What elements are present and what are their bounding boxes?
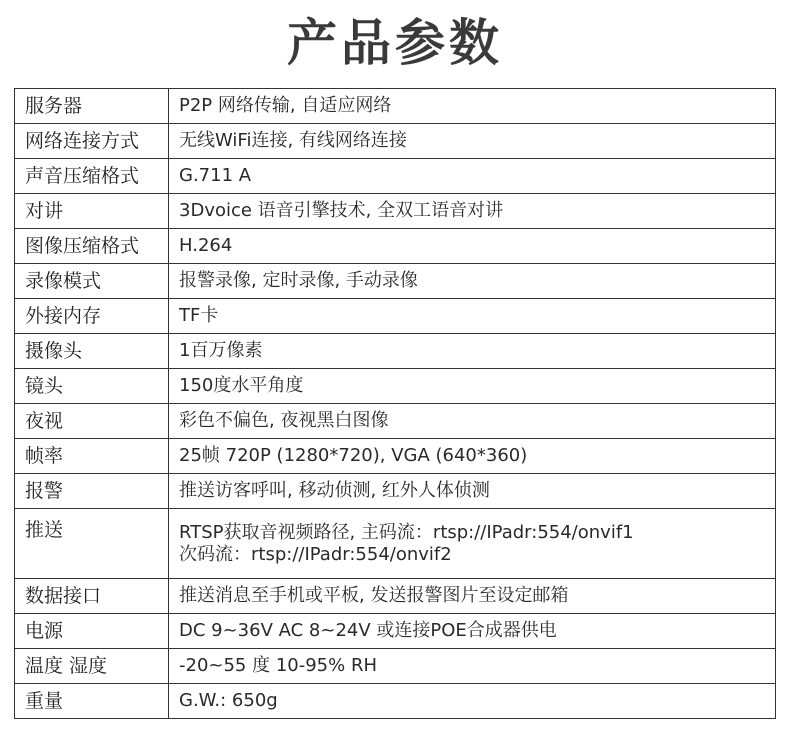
row-value: 无线WiFi连接, 有线网络连接 <box>169 124 776 159</box>
row-label: 推送 <box>15 509 169 579</box>
table-row <box>15 299 776 334</box>
row-label: 报警 <box>15 474 169 509</box>
table-row <box>15 334 776 369</box>
table-row <box>15 124 776 159</box>
table-row <box>15 474 776 509</box>
row-value: G.711 A <box>169 159 776 194</box>
table-row <box>15 89 776 124</box>
row-value: G.W.: 650g <box>169 684 776 719</box>
row-label: 对讲 <box>15 194 169 229</box>
row-value: 报警录像, 定时录像, 手动录像 <box>169 264 776 299</box>
table-row <box>15 194 776 229</box>
row-value: 1百万像素 <box>169 334 776 369</box>
row-value: 25帧 720P (1280*720), VGA (640*360) <box>169 439 776 474</box>
row-value: DC 9~36V AC 8~24V 或连接POE合成器供电 <box>169 614 776 649</box>
table-row <box>15 404 776 439</box>
page-title: 产品参数 <box>287 14 503 72</box>
row-value: P2P 网络传输, 自适应网络 <box>169 89 776 124</box>
row-value: -20~55 度 10-95% RH <box>169 649 776 684</box>
row-value <box>169 509 776 579</box>
row-value: 彩色不偏色, 夜视黑白图像 <box>169 404 776 439</box>
row-label: 声音压缩格式 <box>15 159 169 194</box>
row-value: 推送消息至手机或平板, 发送报警图片至设定邮箱 <box>169 579 776 614</box>
row-value: 推送访客呼叫, 移动侦测, 红外人体侦测 <box>169 474 776 509</box>
row-label: 图像压缩格式 <box>15 229 169 264</box>
row-label: 温度 湿度 <box>15 649 169 684</box>
table-row <box>15 509 776 579</box>
row-value: 3Dvoice 语音引擎技术, 全双工语音对讲 <box>169 194 776 229</box>
table-row <box>15 159 776 194</box>
row-label: 重量 <box>15 684 169 719</box>
row-label: 网络连接方式 <box>15 124 169 159</box>
table-row <box>15 369 776 404</box>
row-value-line: 次码流：rtsp://IPadr:554/onvif2 <box>179 543 452 565</box>
row-label: 数据接口 <box>15 579 169 614</box>
table-row <box>15 649 776 684</box>
row-value: 150度水平角度 <box>169 369 776 404</box>
table-row <box>15 229 776 264</box>
row-label: 电源 <box>15 614 169 649</box>
spec-table <box>14 88 776 719</box>
row-label: 摄像头 <box>15 334 169 369</box>
row-label: 夜视 <box>15 404 169 439</box>
row-value: H.264 <box>169 229 776 264</box>
row-label: 帧率 <box>15 439 169 474</box>
row-label: 服务器 <box>15 89 169 124</box>
row-label: 镜头 <box>15 369 169 404</box>
table-row <box>15 264 776 299</box>
row-label: 录像模式 <box>15 264 169 299</box>
row-value-line: RTSP获取音视频路径, 主码流：rtsp://IPadr:554/onvif1 <box>179 521 634 543</box>
table-row <box>15 614 776 649</box>
row-label: 外接内存 <box>15 299 169 334</box>
table-row <box>15 684 776 719</box>
row-value: TF卡 <box>169 299 776 334</box>
table-row <box>15 579 776 614</box>
table-row <box>15 439 776 474</box>
